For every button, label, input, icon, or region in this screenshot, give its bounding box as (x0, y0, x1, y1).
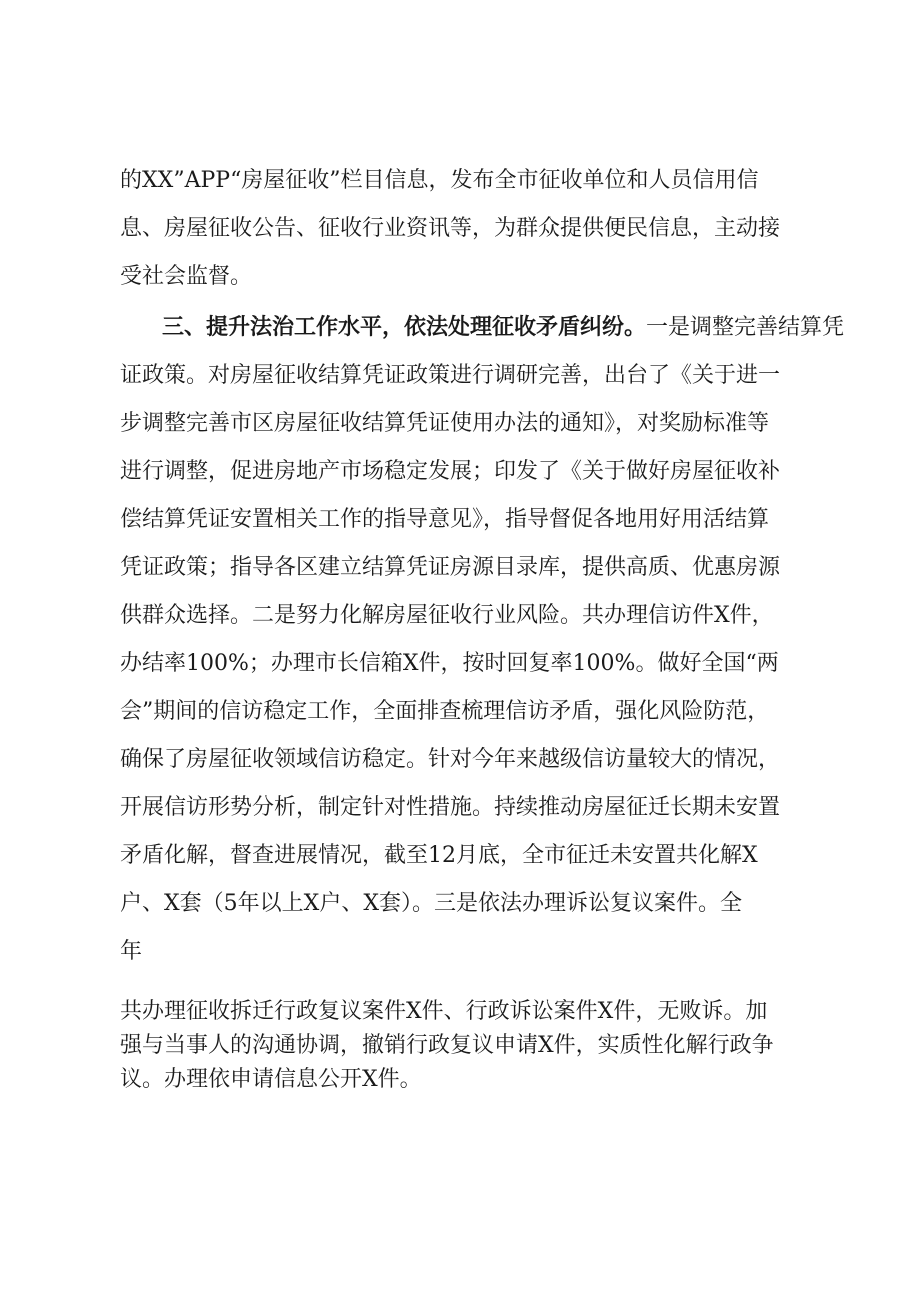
body-text-line: 开展信访形势分析，制定针对性措施。持续推动房屋征迁长期未安置 (120, 795, 781, 820)
body-text-line: 户、X套（5年以上X户、X套）。三是依法办理诉讼复议案件。全 (120, 891, 742, 916)
body-text-line: 受社会监督。 (120, 264, 253, 289)
body-text-line: 办结率100%；办理市长信箱X件，按时回复率100%。做好全国“两 (120, 651, 779, 676)
body-text-line: 的XX”APP“房屋征收”栏目信息，发布全市征收单位和人员信用信 (120, 168, 759, 193)
section-heading: 三、提升法治工作水平，依法处理征收矛盾纠纷。 (162, 315, 647, 340)
body-text-line: 凭证政策；指导各区建立结算凭证房源目录库，提供高质、优惠房源 (120, 555, 781, 580)
body-text-line: 步调整完善市区房屋征收结算凭证使用办法的通知》，对奖励标准等 (120, 411, 770, 436)
heading-line-rest: 一是调整完善结算凭 (646, 315, 845, 340)
body-text-line: 确保了房屋征收领域信访稳定。针对今年来越级信访量较大的情况， (120, 747, 781, 772)
body-text-line: 共办理征收拆迁行政复议案件X件、行政诉讼案件X件，无败诉。加 (120, 999, 768, 1024)
body-text-line: 供群众选择。二是努力化解房屋征收行业风险。共办理信访件X件， (120, 603, 774, 628)
body-text-line: 会”期间的信访稳定工作，全面排查梳理信访矛盾，强化风险防范， (120, 699, 770, 724)
body-text-line: 证政策。对房屋征收结算凭证政策进行调研完善，出台了《关于进一 (120, 363, 781, 388)
body-text-line: 年 (120, 939, 143, 964)
section-heading-line (162, 313, 845, 343)
body-text-line: 矛盾化解，督查进展情况，截至12月底，全市征迁未安置共化解X (120, 843, 758, 868)
body-text-line: 强与当事人的沟通协调，撤销行政复议申请X件，实质性化解行政争 (120, 1033, 774, 1058)
body-text-line: 进行调整，促进房地产市场稳定发展；印发了《关于做好房屋征收补 (120, 459, 781, 484)
body-text-line: 息、房屋征收公告、征收行业资讯等，为群众提供便民信息，主动接 (120, 216, 781, 241)
body-text-line: 偿结算凭证安置相关工作的指导意见》，指导督促各地用好用活结算 (120, 507, 770, 532)
body-text-line: 议。办理依申请信息公开X件。 (120, 1067, 422, 1092)
